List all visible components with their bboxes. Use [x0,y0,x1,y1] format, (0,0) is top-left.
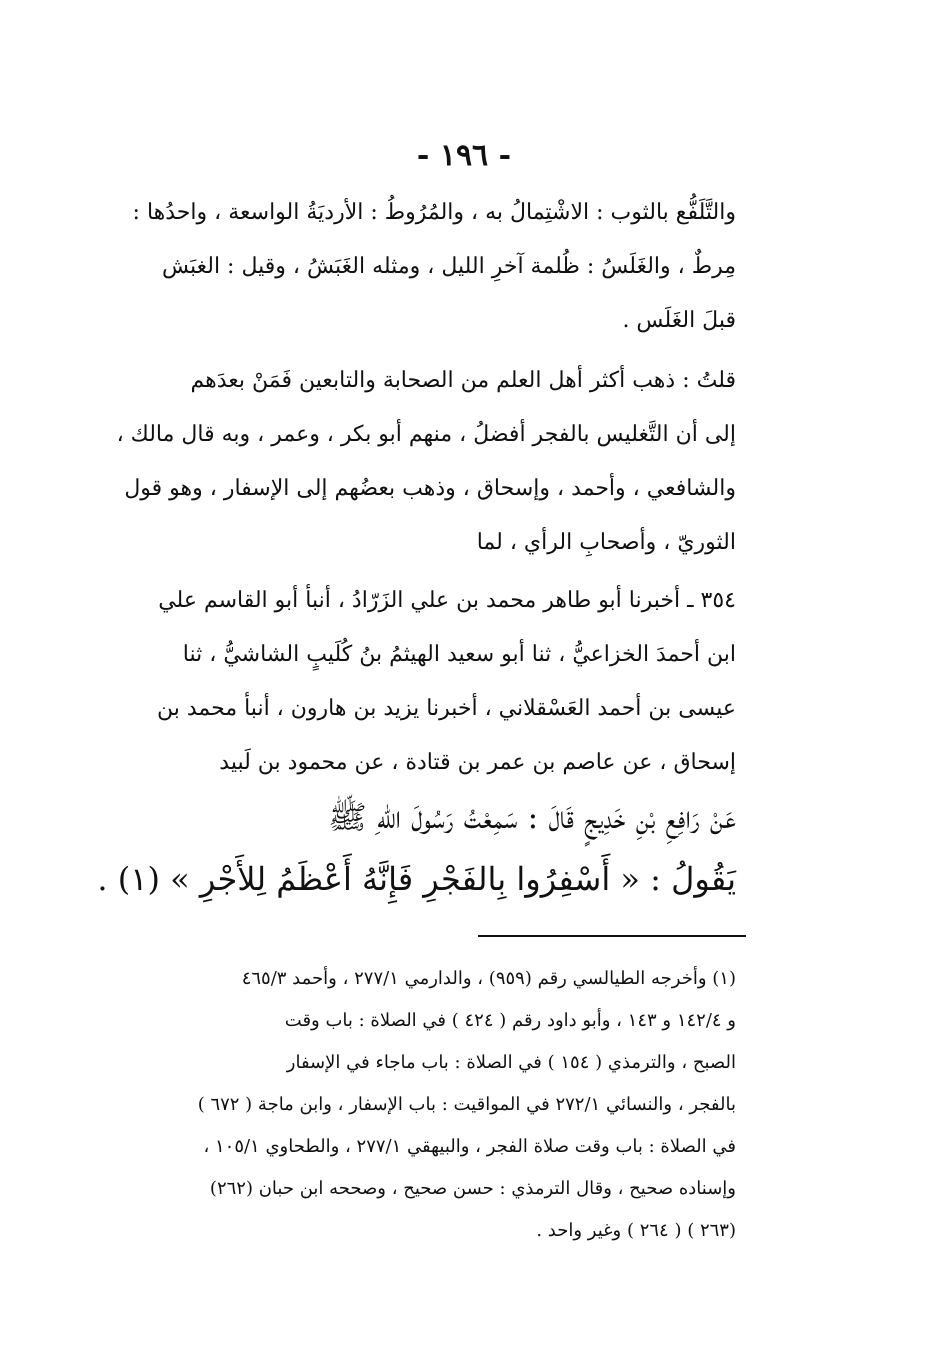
text-line: إسحاق ، عن عاصم بن عمر بن قتادة ، عن محمود بن لَبيد [219,750,736,775]
hadith-text [97,786,736,910]
text-line: والشافعي ، وأحمد ، وإسحاق ، وذهب بعضُهم إلى الإسفار ، وهو قول [124,476,736,501]
footnote-line: بالفجر ، والنسائي ٢٧٢/١ في المواقيت : باب الإسفار ، وابن ماجة ( ٦٧٢ ) [197,1094,736,1115]
paragraph-opinions [116,354,736,570]
text-line: والتَّلَفُّع بالثوب : الاشْتِمالُ به ، والمُرُوطُ : الأرديَةُ الواسعة ، واحدُها : [132,200,736,225]
footnote-line: و ١٤٢/٤ و ١٤٣ ، وأبو داود رقم ( ٤٢٤ ) في الصلاة : باب وقت [284,1010,736,1031]
text-line: ابن أحمدَ الخزاعيُّ ، ثنا أبو سعيد الهيثمُ بنُ كُلَيبٍ الشاشيُّ ، ثنا [182,642,736,667]
hadith-line: عَنْ رَافِعِ بْنِ خَدِيجٍ قَالَ : سَمِعْتُ رَسُولَ اللهِ ﷺ [328,798,736,836]
page-number: - ١٩٦ - [416,138,512,173]
text-line: قبلَ الغَلَس . [622,308,736,333]
text-line: عيسى بن أحمد العَسْقلاني ، أخبرنا يزيد بن هارون ، أنبأ محمد بن [157,696,736,721]
paragraph-definitions [132,186,736,348]
text-line: إلى أن التَّغليس بالفجر أفضلُ ، منهم أبو بكر ، وعمر ، وبه قال مالك ، [116,422,736,447]
footnote-line: في الصلاة : باب وقت صلاة الفجر ، والبيهقي ٢٧٧/١ ، والطحاوي ١٠٥/١ ، [203,1136,736,1157]
footnote-line: (١) وأخرجه الطيالسي رقم (٩٥٩) ، والدارمي ٢٧٧/١ ، وأحمد ٤٦٥/٣ [241,968,736,989]
footnote-line: وإسناده صحيح ، وقال الترمذي : حسن صحيح ، وصححه ابن حبان (٢٦٢) [209,1178,736,1199]
text-line: مِرطٌ ، والغَلَسُ : ظُلمة آخرِ الليل ، ومثله الغَبَشُ ، وقيل : الغبَش [161,254,736,279]
text-line: ٣٥٤ ـ أخبرنا أبو طاهر محمد بن علي الزَرّادُ ، أنبأ أبو القاسم علي [158,588,736,613]
footnote-line: (٢٦٣ ) ( ٢٦٤ ) وغير واحد . [536,1220,736,1241]
footnote-divider [478,935,746,937]
text-line: قلتُ : ذهب أكثر أهل العلم من الصحابة والتابعين فَمَنْ بعدَهم [190,368,736,393]
footnote [196,958,736,1252]
hadith-line: يَقُولُ : « أَسْفِرُوا بِالفَجْرِ فَإِنَّهُ أَعْظَمُ لِلأَجْرِ » (١) . [97,860,736,898]
paragraph-isnad [157,574,736,790]
footnote-line: الصبح ، والترمذي ( ١٥٤ ) في الصلاة : باب ماجاء في الإسفار [286,1052,736,1073]
text-line: الثوريّ ، وأصحابِ الرأي ، لما [476,530,736,555]
